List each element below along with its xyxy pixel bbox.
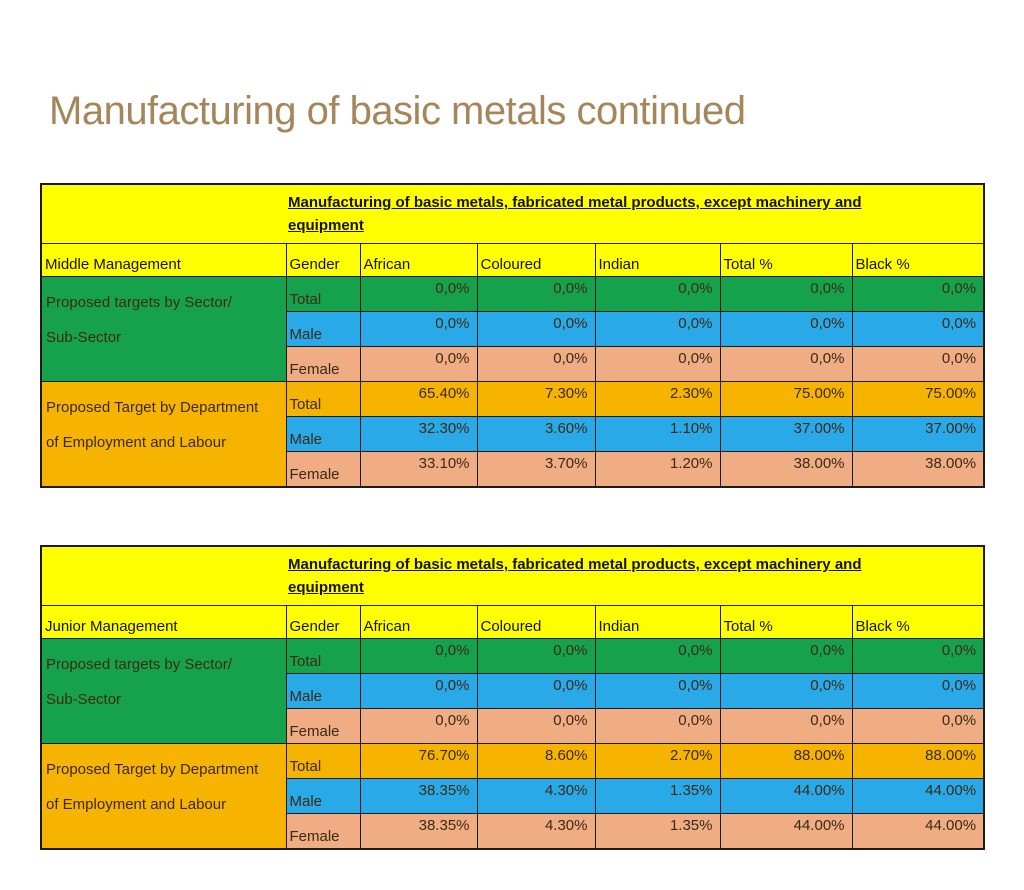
value-cell: 88.00% — [852, 744, 984, 779]
group-label-line: of Employment and Labour — [46, 796, 227, 813]
value-cell: 0,0% — [595, 674, 720, 709]
span-header-line — [288, 576, 979, 599]
value-cell: 0,0% — [360, 709, 477, 744]
span-header-line — [288, 191, 979, 214]
value-cell: 0,0% — [360, 639, 477, 674]
column-header-african: African — [360, 606, 477, 639]
gender-cell: Female — [286, 709, 360, 744]
value-cell: 0,0% — [852, 347, 984, 382]
value-cell: 8.60% — [477, 744, 595, 779]
value-cell: 3.60% — [477, 417, 595, 452]
group-label-department — [41, 744, 286, 849]
gender-cell: Female — [286, 347, 360, 382]
span-header-text-1: Manufacturing of basic metals, fabricated metal products, except machinery and — [288, 556, 862, 573]
group-label-department — [41, 382, 286, 487]
gender-cell: Female — [286, 814, 360, 849]
table-row — [41, 546, 984, 606]
gender-cell: Total — [286, 744, 360, 779]
column-header-total: Total % — [720, 606, 852, 639]
value-cell: 0,0% — [360, 347, 477, 382]
value-cell: 0,0% — [595, 347, 720, 382]
value-cell: 0,0% — [720, 709, 852, 744]
gender-cell: Total — [286, 277, 360, 312]
group-label-line: Proposed Target by Department — [46, 399, 259, 416]
value-cell: 0,0% — [720, 312, 852, 347]
value-cell: 0,0% — [720, 674, 852, 709]
value-cell: 44.00% — [852, 814, 984, 849]
value-cell: 4.30% — [477, 814, 595, 849]
column-header-black: Black % — [852, 244, 984, 277]
value-cell: 1.10% — [595, 417, 720, 452]
gender-cell: Male — [286, 674, 360, 709]
group-label-line: Proposed Target by Department — [46, 761, 259, 778]
value-cell: 2.30% — [595, 382, 720, 417]
column-header-indian: Indian — [595, 244, 720, 277]
value-cell: 0,0% — [360, 277, 477, 312]
value-cell: 0,0% — [852, 277, 984, 312]
table-row — [41, 639, 984, 674]
group-label-line: Sub-Sector — [46, 691, 122, 708]
value-cell: 0,0% — [477, 674, 595, 709]
value-cell: 0,0% — [720, 639, 852, 674]
value-cell: 44.00% — [720, 814, 852, 849]
value-cell: 38.00% — [852, 452, 984, 487]
value-cell: 0,0% — [852, 674, 984, 709]
span-header-text-2: equipment — [288, 217, 364, 234]
table-row — [41, 277, 984, 312]
level-label: Junior Management — [41, 606, 286, 639]
junior-management-table — [40, 545, 985, 850]
gender-cell: Male — [286, 312, 360, 347]
value-cell: 0,0% — [852, 312, 984, 347]
column-header-gender: Gender — [286, 606, 360, 639]
value-cell: 0,0% — [852, 709, 984, 744]
value-cell: 1.20% — [595, 452, 720, 487]
group-label-line: of Employment and Labour — [46, 434, 227, 451]
value-cell: 44.00% — [720, 779, 852, 814]
value-cell: 0,0% — [595, 277, 720, 312]
group-label-line: Sub-Sector — [46, 329, 122, 346]
value-cell: 2.70% — [595, 744, 720, 779]
table-row — [41, 744, 984, 779]
value-cell: 0,0% — [595, 312, 720, 347]
value-cell: 88.00% — [720, 744, 852, 779]
span-header-text-2: equipment — [288, 579, 364, 596]
column-header-coloured: Coloured — [477, 606, 595, 639]
value-cell: 0,0% — [477, 277, 595, 312]
page-title: Manufacturing of basic metals continued — [49, 89, 746, 133]
span-header-text-1: Manufacturing of basic metals, fabricated metal products, except machinery and — [288, 194, 862, 211]
column-header-black: Black % — [852, 606, 984, 639]
value-cell: 37.00% — [720, 417, 852, 452]
table-row — [41, 382, 984, 417]
value-cell: 0,0% — [477, 347, 595, 382]
value-cell: 75.00% — [852, 382, 984, 417]
value-cell: 0,0% — [360, 674, 477, 709]
span-header-line — [288, 214, 979, 237]
level-label: Middle Management — [41, 244, 286, 277]
gender-cell: Female — [286, 452, 360, 487]
middle-management-table — [40, 183, 985, 488]
value-cell: 3.70% — [477, 452, 595, 487]
gender-cell: Male — [286, 779, 360, 814]
group-label-line: Proposed targets by Sector/ — [46, 294, 232, 311]
value-cell: 1.35% — [595, 779, 720, 814]
value-cell: 0,0% — [852, 639, 984, 674]
column-header-indian: Indian — [595, 606, 720, 639]
value-cell: 1.35% — [595, 814, 720, 849]
value-cell: 0,0% — [477, 312, 595, 347]
value-cell: 32.30% — [360, 417, 477, 452]
group-label-sector — [41, 639, 286, 744]
value-cell: 7.30% — [477, 382, 595, 417]
value-cell: 4.30% — [477, 779, 595, 814]
value-cell: 0,0% — [720, 277, 852, 312]
value-cell: 33.10% — [360, 452, 477, 487]
gender-cell: Male — [286, 417, 360, 452]
value-cell: 0,0% — [595, 709, 720, 744]
table-row — [41, 244, 984, 277]
value-cell: 38.35% — [360, 779, 477, 814]
value-cell: 37.00% — [852, 417, 984, 452]
value-cell: 0,0% — [595, 639, 720, 674]
span-header-line — [288, 553, 979, 576]
table-row — [41, 184, 984, 244]
value-cell: 0,0% — [477, 709, 595, 744]
value-cell: 44.00% — [852, 779, 984, 814]
value-cell: 0,0% — [477, 639, 595, 674]
value-cell: 65.40% — [360, 382, 477, 417]
value-cell: 0,0% — [720, 347, 852, 382]
column-header-gender: Gender — [286, 244, 360, 277]
value-cell: 75.00% — [720, 382, 852, 417]
table-span-header — [41, 546, 984, 606]
value-cell: 0,0% — [360, 312, 477, 347]
group-label-line: Proposed targets by Sector/ — [46, 656, 232, 673]
column-header-african: African — [360, 244, 477, 277]
value-cell: 38.35% — [360, 814, 477, 849]
column-header-coloured: Coloured — [477, 244, 595, 277]
column-header-total: Total % — [720, 244, 852, 277]
value-cell: 38.00% — [720, 452, 852, 487]
value-cell: 76.70% — [360, 744, 477, 779]
gender-cell: Total — [286, 639, 360, 674]
table-row — [41, 606, 984, 639]
group-label-sector — [41, 277, 286, 382]
table-span-header — [41, 184, 984, 244]
gender-cell: Total — [286, 382, 360, 417]
